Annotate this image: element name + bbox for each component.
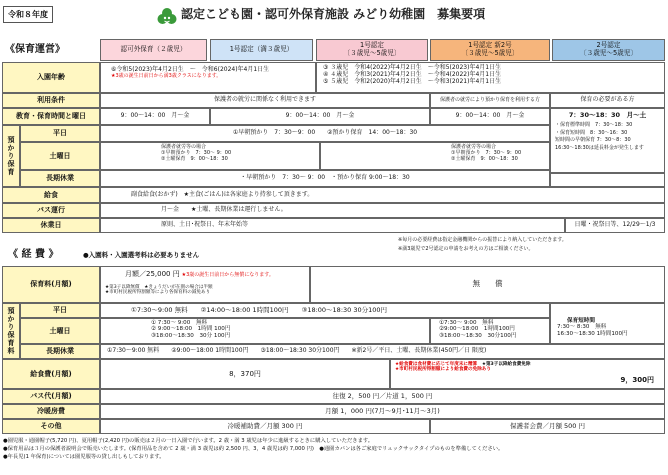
hours-type2-cont <box>550 173 665 187</box>
fees-note: ●入園料・入園選考料は必要ありません <box>83 251 200 259</box>
footer-line: ●保育用品は３月の保護者説明会で販売いたします。(保育用品を含めて 2 歳・満 3 歳児は約 2,500 円、3，4 歳児は約 7,000 円) ●通園カバンは各ご家庭でリュックサックタイプのものを準備してください。 <box>3 446 504 453</box>
fees-note-2: ※満3歳児で2号認定の申請をお考えの方はご相談ください。 <box>398 246 534 252</box>
condition-working: 保護者の就労により預かり保育を利用する方 <box>430 93 550 108</box>
label-ac-fee: 冷暖房費 <box>2 404 100 419</box>
condition-need: 保育の必要がある方 <box>550 93 665 108</box>
meal-info: 副食給食(おかず) ★主食(ごはん)は各家庭より持参して頂きます。 <box>100 187 665 203</box>
label-age: 入園年齢 <box>2 62 100 93</box>
fee-saturday-a: ① 7:30～ 9:00 無料 ② 9:00～18:00 1時間 100円 ③18:00～18:30 30分 100円 <box>100 318 430 344</box>
label-condition: 利用条件 <box>2 93 100 108</box>
fees-note-1: ※毎月の必要経費は指定金融機関からの振替により納入していただきます。 <box>398 237 567 243</box>
label-other-fee: その他 <box>2 419 100 434</box>
label-meal-fee: 給食費(月額) <box>2 359 100 389</box>
year-label: 令和８年度 <box>3 6 53 23</box>
meal-fee-a: 8，370円 <box>100 359 390 389</box>
azukari-long: ・早朝預かり 7：30～ 9：00 ・預かり保育 9:00～18：30 <box>100 170 550 187</box>
hours-new2: 9：00～14：00 月～金 <box>430 108 550 125</box>
bus-fee: 往復 2，500 円／片道 1，500 円 <box>100 389 665 404</box>
footer-line: ●園児服・通園帽子(5,720 円)、夏用帽子(2,420 円)の販売は２月の一日入園で行います。2 歳・満 3 歳児は年少に進級するときに購入していただきます。 <box>3 438 374 444</box>
ac-fee: 月額 1，000 円(7月～9月･11月～3月) <box>100 404 665 419</box>
azukari-weekday: ①早朝預かり 7：30～9：00 ②預かり保育 14：00～18：30 <box>100 125 550 142</box>
section-title-fees: 《 経 費 》 <box>8 249 59 260</box>
label-fee-long: 長期休業 <box>20 344 100 359</box>
label-hours: 教育・保育時間と曜日 <box>2 108 100 125</box>
fee-saturday-b: ①7:30～ 9:00 無料 ②9:00～18:00 1時間100円 ③18:00～18:30 30分100円 <box>430 318 550 344</box>
hours-type2: 7：30～18：30 月～土 ・保育標準時間 7：30～18：30 ・保育短時間 8：30～16：30 短時間の早朝保育 7：30～8：30 16:30～18:30は延長料金が発生します <box>550 108 665 173</box>
label-bus-fee: バス代(月額) <box>2 389 100 404</box>
hours-toddler: 9：00～14：00 月～金 <box>100 108 210 125</box>
fee-long: ①7:30～9:00 無料 ②9:00～18:00 1時間100円 ③18:00～18:30 30分100円 ※新2号／平日、土曜、長期休業(450円／日 限度) <box>100 344 665 359</box>
footer-notes <box>3 437 665 462</box>
other-fee-a: 冷暖補助費／月額 300 円 <box>100 419 430 434</box>
tab-type1-new2: 1号認定 新2号 〔３歳児～5歳児〕 <box>430 39 550 61</box>
label-saturday: 土曜日 <box>20 142 100 170</box>
label-azukari-fee: 預かり保育料 <box>2 303 20 359</box>
azukari-saturday-a: 保護者就労等の場合 ①早朝預かり 7：30～ 9：00 ②土曜保育 9：00～18：30 <box>100 142 320 170</box>
tuition-free: 無 償 <box>310 266 665 303</box>
label-fee-weekday: 平日 <box>20 303 100 318</box>
tab-type2: 2号認定 〔３歳児～5歳児〕 <box>552 39 665 61</box>
holiday-a: 原則、土日･祝祭日、年末年始等 <box>100 218 565 233</box>
page-title: 認定こども園・認可外保育施設 みどり幼稚園 募集要項 <box>181 7 486 21</box>
tab-toddler: 認可外保育（２歳児） <box>100 39 207 61</box>
label-fee-saturday: 土曜日 <box>20 318 100 344</box>
label-long: 長期休業 <box>20 170 100 187</box>
fee-saturday-c: 保育短時間 7:30～ 8:30 無料 16:30～18:30 1時間100円 <box>550 303 665 344</box>
age-3-5: ③ ３歳児 令和4(2022)年4月2日生 ～令和5(2023)年4月1日生 ④ ４歳児 令和3(2021)年4月2日生 ～令和4(2022)年4月1日生 ⑤ ５歳児 令和2(2020)年4月2日生 ～令和3(2021)年4月1日生 <box>316 62 665 93</box>
holiday-b: 日曜・祝祭日等、12/29～1/3 <box>565 218 665 233</box>
tab-type1: 1号認定 〔３歳児～5歳児〕 <box>316 39 428 61</box>
azukari-saturday-b: 保護者就労等の場合 ①早朝預かり 7：30～ 9：00 ②土曜保育 9：00～18：30 <box>320 142 550 170</box>
tuition-toddler: 月額／25,000 円 ★3歳の誕生日前日から無償になります。 ★第3子以降無償 ★きょうだいが在園の場合は半額 ★市町村民税所得割額等により各保育料の減免あり <box>100 266 310 303</box>
clover-logo-icon <box>157 7 177 27</box>
label-meal: 給食 <box>2 187 100 203</box>
bus-info: 月～金 ★土曜、長期休業は運行しません。 <box>100 203 665 218</box>
other-fee-b: 保護者会費／月額 500 円 <box>430 419 665 434</box>
label-weekday: 平日 <box>20 125 100 142</box>
fee-weekday: ①7:30～9:00 無料 ②14:00～18:00 1時間100円 ③18:00～18:30 30分100円 <box>100 303 550 318</box>
footer-line: ●年長児(1 年保育)については園児服等の貸し出しもしております。 <box>3 454 165 461</box>
hours-type1: 9：00～14：00 月～金 <box>210 108 430 125</box>
label-tuition: 保育料(月額) <box>2 266 100 303</box>
label-azukari: 預かり保育 <box>2 125 20 187</box>
meal-fee-b: ★給食費は食材費に応じて年度末に精算 ★第3子以降給食費免除 ★市町村民税所得割額により給食費の免除あり 9，300円 <box>390 359 665 389</box>
label-holiday: 休業日 <box>2 218 100 233</box>
tab-type1-3yo: 1号認定（満３歳児） <box>210 39 313 61</box>
condition-any: 保護者の就労に関係なく利用できます <box>100 93 430 108</box>
age-toddler: ⑥令和5(2023)年4月2日生 ～ 令和6(2024)年4月1日生 ★3歳の誕生日前日から満3歳クラスになります。 <box>100 62 316 93</box>
label-bus: バス運行 <box>2 203 100 218</box>
section-title-operation: 《保育運営》 <box>5 44 65 55</box>
